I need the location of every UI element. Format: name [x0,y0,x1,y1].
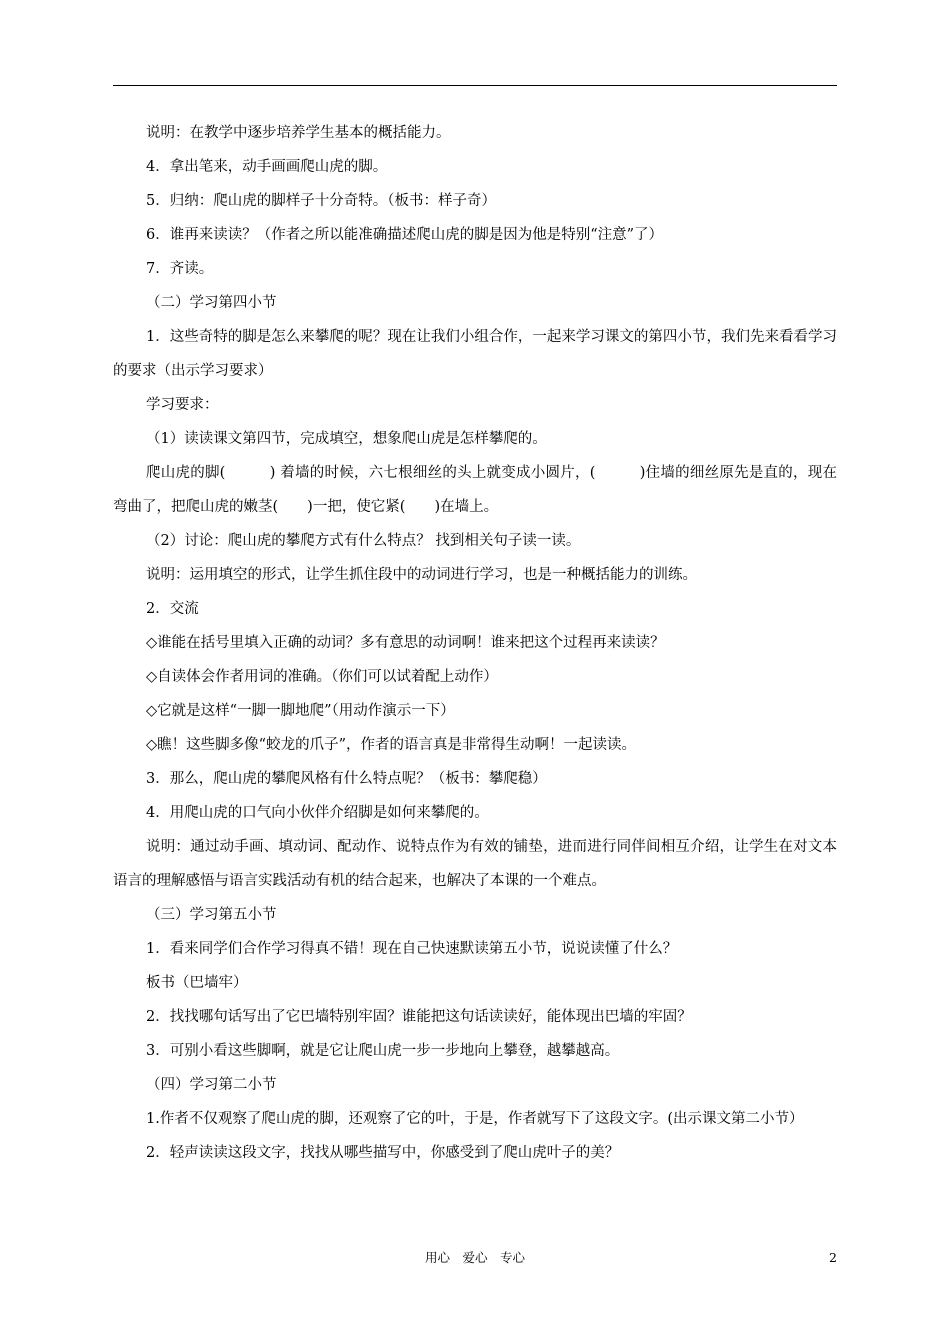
paragraph: 1.作者不仅观察了爬山虎的脚，还观察了它的叶，于是，作者就写下了这段文字。(出示课文第二小节） [146,1111,804,1127]
paragraph: 2．交流 [146,601,199,617]
footer-motto: 用心 爱心 专心 [424,1250,525,1265]
paragraph: 3．那么，爬山虎的攀爬风格有什么特点呢？（板书：攀爬稳） [146,771,547,787]
section-heading: （四）学习第二小节 [146,1077,277,1093]
paragraph: ◇自读体会作者用词的准确。（你们可以试着配上动作） [146,669,498,685]
paragraph: 说明：运用填空的形式，让学生抓住段中的动词进行学习，也是一种概括能力的训练。 [146,567,697,583]
fill-in-blank-paragraph: 爬山虎的脚( ) 着墙的时候，六七根细丝的头上就变成小圆片，( )住墙的细丝原先是直的，现在弯曲了，把爬山虎的嫩茎( )一把，使它紧( )在墙上。 [113,465,837,515]
paragraph: （2）讨论：爬山虎的攀爬方式有什么特点？ 找到相关句子读一读。 [146,533,581,549]
paragraph: 说明：在教学中逐步培养学生基本的概括能力。 [146,125,451,141]
paragraph: 1．看来同学们合作学习得真不错！现在自己快速默读第五小节，说说读懂了什么？ [146,941,678,957]
paragraph: ◇瞧！这些脚多像“蛟龙的爪子”，作者的语言真是非常得生动啊！一起读读。 [146,737,636,753]
paragraph: ◇谁能在括号里填入正确的动词？多有意思的动词啊！谁来把这个过程再来读读？ [146,635,665,651]
page-number: 2 [829,1250,837,1265]
paragraph: 2．找找哪句话写出了它巴墙特别牢固？谁能把这句话读读好，能体现出巴墙的牢固？ [146,1009,692,1025]
paragraph: ◇它就是这样“一脚一脚地爬”（用动作演示一下） [146,703,455,719]
paragraph: 4．拿出笔来，动手画画爬山虎的脚。 [146,159,388,175]
page-footer [0,1248,950,1268]
document-body [113,116,837,1170]
header-rule [113,85,837,86]
paragraph: 3．可别小看这些脚啊，就是它让爬山虎一步一步地向上攀登，越攀越高。 [146,1043,620,1059]
paragraph: 1．这些奇特的脚是怎么来攀爬的呢？现在让我们小组合作，一起来学习课文的第四小节，我们先来看看学习的要求（出示学习要求） [113,329,837,379]
paragraph: 说明：通过动手画、填动词、配动作、说特点作为有效的铺垫，进而进行同伴间相互介绍，让学生在对文本语言的理解感悟与语言实践活动有机的结合起来，也解决了本课的一个难点。 [113,839,837,889]
section-heading: （二）学习第四小节 [146,295,277,311]
section-heading: （三）学习第五小节 [146,907,277,923]
paragraph: 4．用爬山虎的口气向小伙伴介绍脚是如何来攀爬的。 [146,805,489,821]
paragraph: 2．轻声读读这段文字，找找从哪些描写中，你感受到了爬山虎叶子的美？ [146,1145,620,1161]
paragraph: 7．齐读。 [146,261,214,277]
paragraph: 5．归纳：爬山虎的脚样子十分奇特。（板书：样子奇） [146,193,496,209]
paragraph: 6．谁再来读读？（作者之所以能准确描述爬山虎的脚是因为他是特别“注意”了） [146,227,664,243]
paragraph: （1）读读课文第四节，完成填空，想象爬山虎是怎样攀爬的。 [146,431,547,447]
paragraph: 学习要求： [146,397,219,413]
paragraph: 板书（巴墙牢） [146,975,248,991]
